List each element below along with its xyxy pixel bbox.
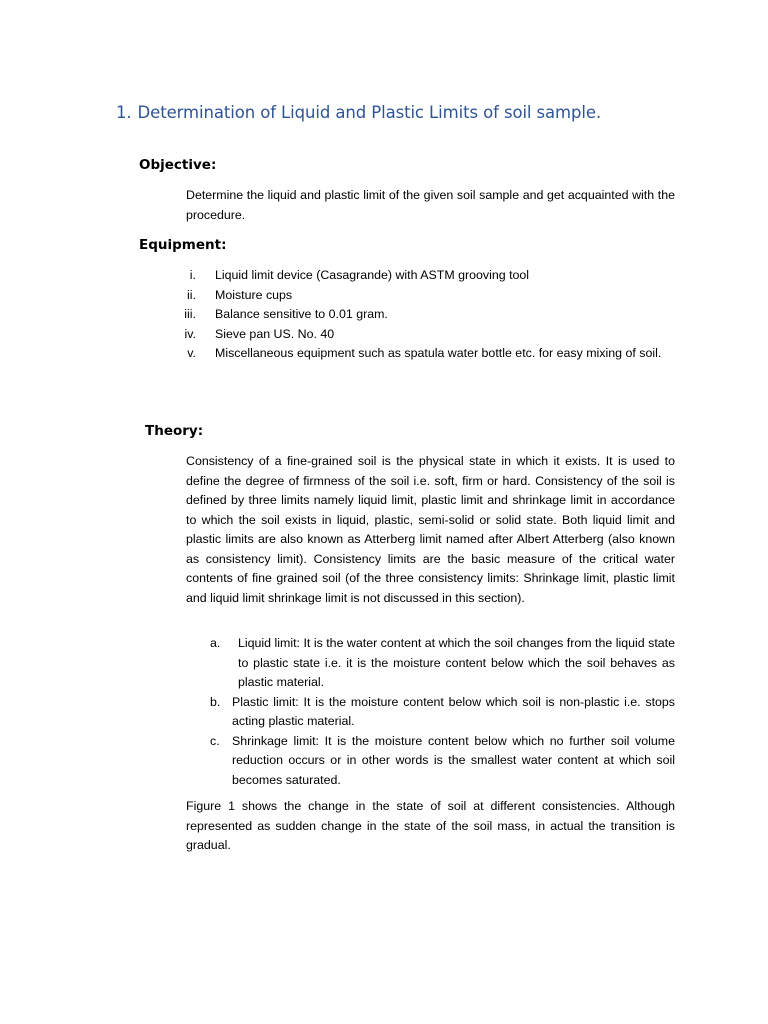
- equipment-item: [0, 305, 768, 325]
- consistency-limit-text: Liquid limit: It is the water content at which the soil changes from the liquid state to plastic state i.e. it is the moisture content below which the soil behaves as plastic material.: [238, 636, 675, 689]
- theory-heading: Theory:: [145, 423, 204, 439]
- consistency-limit-letter: a.: [210, 636, 221, 650]
- equipment-list: [0, 266, 768, 364]
- objective-text: Determine the liquid and plastic limit of the given soil sample and get acquainted with the procedure.: [186, 188, 675, 222]
- consistency-limit-item: [0, 634, 768, 693]
- equipment-item-number: i.: [189, 268, 196, 282]
- equipment-item: [0, 344, 768, 364]
- consistency-limits-list: [0, 634, 768, 790]
- theory-paragraph-2: Figure 1 shows the change in the state of soil at different consistencies. Although represented as sudden change in the state of the soil mass, in actual the transition is gradual.: [186, 799, 675, 852]
- equipment-item-text: Sieve pan US. No. 40: [215, 326, 335, 341]
- objective-heading: Objective:: [139, 157, 217, 173]
- equipment-item: [0, 266, 768, 286]
- consistency-limit-letter: c.: [210, 733, 220, 748]
- equipment-item-text: Liquid limit device (Casagrande) with ASTM grooving tool: [215, 268, 530, 282]
- consistency-limit-text: Shrinkage limit: It is the moisture content below which no further soil volume reduction occurs or in other words is the smallest water content at which soil becomes saturated.: [232, 733, 675, 787]
- consistency-limit-letter: b.: [210, 694, 221, 709]
- section-title: [116, 103, 601, 122]
- theory-paragraph-1: Consistency of a fine-grained soil is the physical state in which it exists. It is used to define the degree of firmness of the soil i.e. soft, firm or hard. Consistency of the soil is defined by three limits namely liquid limit, plastic limit and shrinkage limit in accordance to which the soil exists in liquid, plastic, semi-solid or solid state. Both liquid limit and plastic limits are also known as Atterberg limit named after Albert Atterberg (also known as consistency limit). Consistency limits are the basic measure of the critical water contents of fine grained soil (of the three consistency limits: Shrinkage limit, plastic limit and liquid limit shrinkage limit is not discussed in this section).: [186, 454, 675, 605]
- equipment-item-text: Miscellaneous equipment such as spatula water bottle etc. for easy mixing of soil.: [215, 346, 662, 360]
- section-title-text: Determination of Liquid and Plastic Limits of soil sample.: [137, 103, 602, 122]
- consistency-limit-text: Plastic limit: It is the moisture content below which soil is non-plastic i.e. stops acting plastic material.: [232, 694, 675, 728]
- equipment-item-number: ii.: [187, 287, 196, 302]
- equipment-item-number: iii.: [184, 307, 196, 321]
- section-number: 1.: [116, 103, 132, 122]
- equipment-item-text: Balance sensitive to 0.01 gram.: [215, 307, 388, 321]
- equipment-item: [0, 325, 768, 345]
- equipment-item-text: Moisture cups: [215, 287, 293, 302]
- equipment-heading: Equipment:: [139, 237, 227, 253]
- equipment-item-number: iv.: [184, 326, 196, 341]
- equipment-item-number: v.: [187, 346, 196, 360]
- consistency-limit-item: [0, 732, 768, 791]
- consistency-limit-item: [0, 693, 768, 732]
- equipment-item: [0, 286, 768, 306]
